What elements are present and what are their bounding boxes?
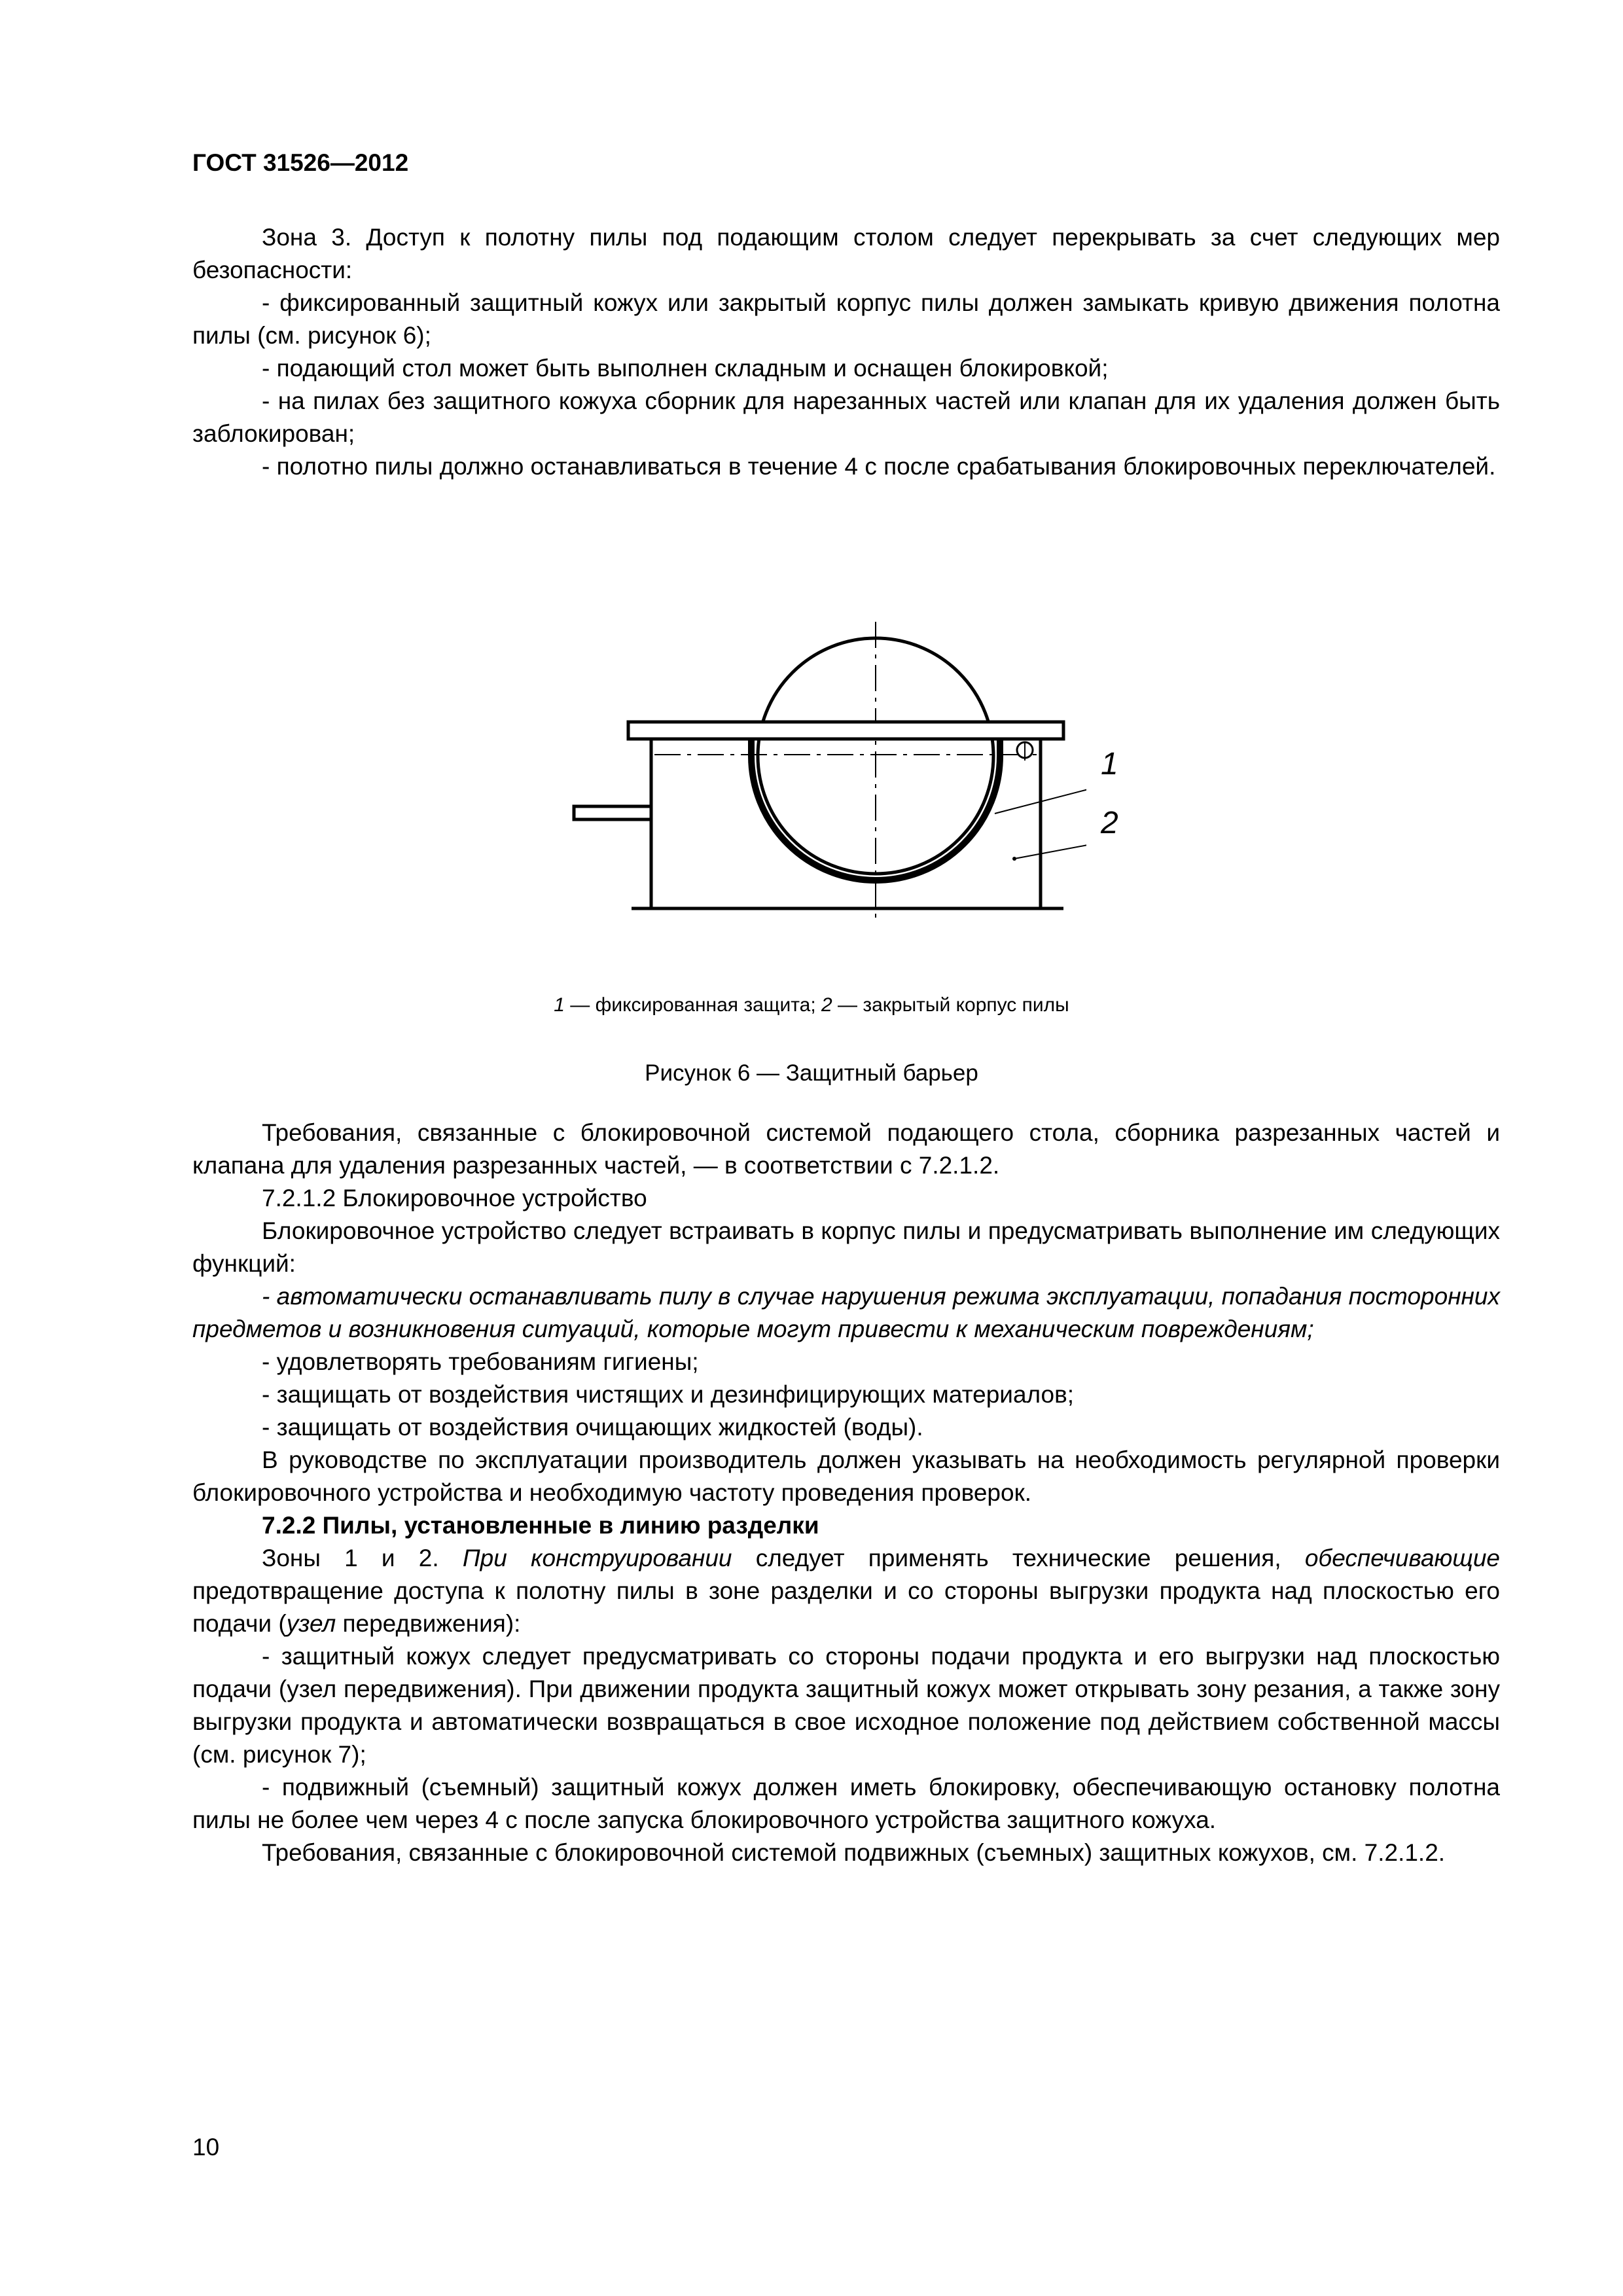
legend-1-text: — фиксированная защита; <box>564 994 821 1016</box>
list-item: - подающий стол может быть выполнен складным и оснащен блокировкой; <box>262 355 1109 382</box>
main-body <box>192 1117 1500 1869</box>
list-item: - на пилах без защитного кожуха сборник для нарезанных частей или клапан для их удаления должен быть заблокирован; <box>192 387 1500 447</box>
zones-text-e: предотвращение доступа к полотну пилы в зоне разделки и со стороны выгрузки продукта над плоскостью его подачи ( <box>192 1577 1500 1637</box>
figure-legend <box>0 994 1623 1016</box>
paragraph-zones <box>192 1542 1500 1640</box>
zones-text-f: узел <box>286 1610 336 1637</box>
zones-text-g: передвижения): <box>336 1610 521 1637</box>
list-item-hygiene: - удовлетворять требованиям гигиены; <box>262 1348 699 1375</box>
legend-2-number: 2 <box>821 994 832 1016</box>
zone3-intro: Зона 3. Доступ к полотну пилы под подающим столом следует перекрывать за счет следующих мер безопасности: <box>192 224 1500 283</box>
list-item: - фиксированный защитный кожух или закрытый корпус пилы должен замыкать кривую движения полотна пилы (см. рисунок 6); <box>192 289 1500 349</box>
list-item-movable-guard: - подвижный (съемный) защитный кожух должен иметь блокировку, обеспечивающую остановку полотна пилы не более чем через 4 с после запуска блокировочного устройства защитного кожуха. <box>192 1774 1500 1833</box>
paragraph-guard-requirements: Требования, связанные с блокировочной системой подвижных (съемных) защитных кожухов, см. 7.2.1.2. <box>262 1839 1446 1866</box>
zones-text-b: При конструировании <box>462 1545 732 1571</box>
side-outlet <box>574 806 651 819</box>
list-item-liquids: - защищать от воздействия очищающих жидкостей (воды). <box>262 1414 923 1441</box>
zones-text-a: Зоны 1 и 2. <box>262 1545 463 1571</box>
callout-2: 2 <box>1101 806 1118 840</box>
list-item-auto-stop: - автоматически останавливать пилу в случае нарушения режима эксплуатации, попадания посторонних предметов и возникновения ситуаций, которые могут привести к механическим повреждениям; <box>192 1283 1500 1342</box>
figure-caption: Рисунок 6 — Защитный барьер <box>645 1060 978 1086</box>
list-item-cleaning: - защищать от воздействия чистящих и дезинфицирующих материалов; <box>262 1381 1075 1408</box>
paragraph-manual: В руководстве по эксплуатации производитель должен указывать на необходимость регулярной проверки блокировочного устройства и необходимую частоту проведения проверок. <box>192 1446 1500 1506</box>
legend-2-text: — закрытый корпус пилы <box>832 994 1069 1016</box>
standard-header: ГОСТ 31526—2012 <box>192 149 409 176</box>
saw-guard-diagram <box>563 615 1086 929</box>
leader-dot-2 <box>1012 857 1016 861</box>
callout-1: 1 <box>1101 747 1118 781</box>
list-item-guard: - защитный кожух следует предусматривать со стороны подачи продукта и его выгрузки над плоскостью подачи (узел передвижения). При движении продукта защитный кожух может открывать зону резания, а также зону выгрузки продукта и автоматически возвращаться в свое исходное положение под действием собственной массы (см. рисунок 7); <box>192 1643 1500 1768</box>
zone3-section <box>192 221 1500 483</box>
zones-text-c: следует применять технические решения, <box>732 1545 1305 1571</box>
figure-6-protective-barrier <box>563 615 1086 929</box>
section-heading-7212: 7.2.1.2 Блокировочное устройство <box>262 1185 647 1211</box>
feed-table <box>628 722 1063 739</box>
list-item: - полотно пилы должно останавливаться в течение 4 с после срабатывания блокировочных переключателей. <box>262 453 1496 480</box>
leader-line-2 <box>1014 840 1086 859</box>
paragraph-interlock-intro: Блокировочное устройство следует встраивать в корпус пилы и предусматривать выполнение им следующих функций: <box>192 1217 1500 1277</box>
page-number: 10 <box>192 2134 220 2161</box>
legend-1-number: 1 <box>554 994 565 1016</box>
paragraph-requirements: Требования, связанные с блокировочной системой подающего стола, сборника разрезанных частей и клапана для удаления разрезанных частей, — в соответствии с 7.2.1.2. <box>192 1119 1500 1179</box>
section-heading-722: 7.2.2 Пилы, установленные в линию разделки <box>262 1512 819 1539</box>
zones-text-d: обеспечивающие <box>1304 1545 1500 1571</box>
